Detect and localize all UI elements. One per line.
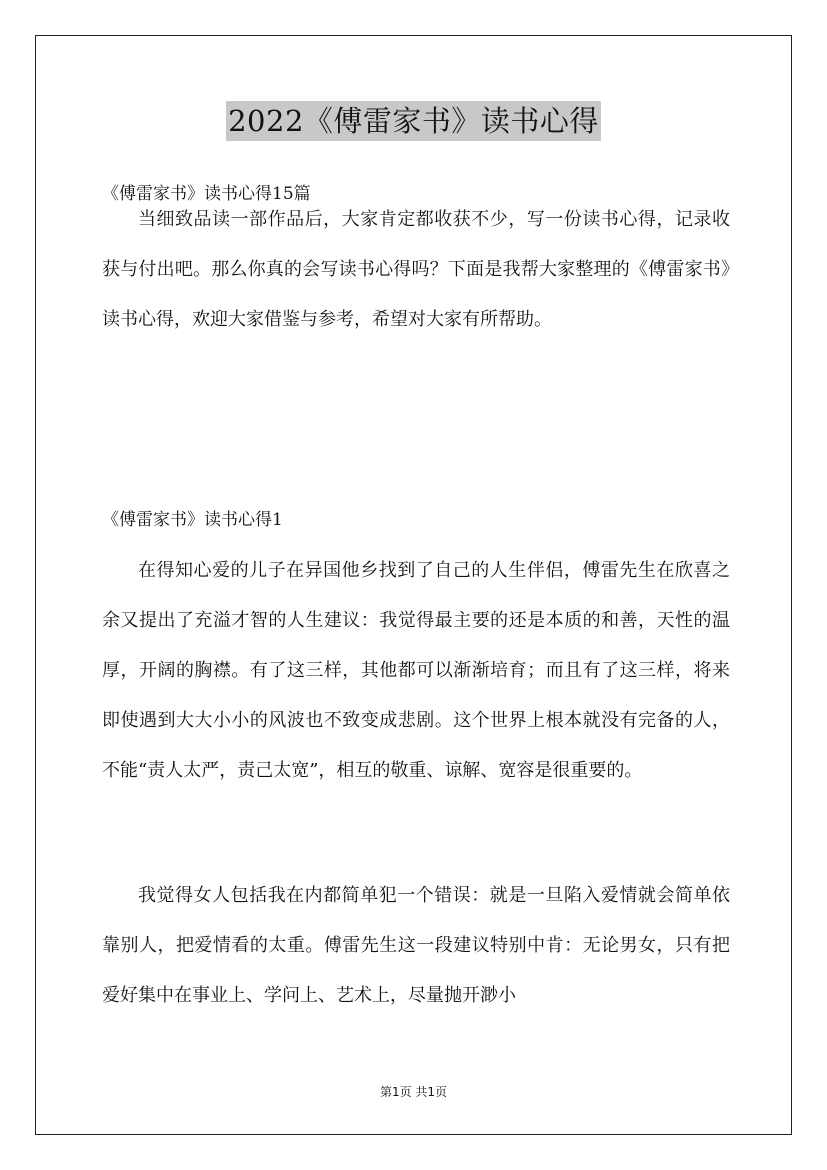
document-subtitle: 《傅雷家书》读书心得15篇 (102, 184, 311, 204)
document-title: 2022《傅雷家书》读书心得 (226, 101, 601, 141)
body-paragraph-2: 我觉得女人包括我在内都简单犯一个错误：就是一旦陷入爱情就会简单依靠别人，把爱情看的太重。傅雷先生这一段建议特别中肯：无论男女，只有把爱好集中在事业上、学问上、艺术上，尽量抛开渺小 (102, 885, 730, 1006)
title-container (0, 101, 827, 141)
page-footer: 第1页 共1页 (379, 1085, 448, 1099)
section-heading: 《傅雷家书》读书心得1 (102, 510, 283, 530)
body-paragraph-1: 在得知心爱的儿子在异国他乡找到了自己的人生伴侣，傅雷先生在欣喜之余又提出了充溢才智的人生建议：我觉得最主要的还是本质的和善，天性的温厚，开阔的胸襟。有了这三样，其他都可以渐渐培育；而且有了这三样，将来即使遇到大大小小的风波也不致变成悲剧。这个世界上根本就没有完备的人，不能“责人太严，责己太宽”，相互的敬重、谅解、宽容是很重要的。 (102, 560, 730, 781)
intro-paragraph: 当细致品读一部作品后，大家肯定都收获不少，写一份读书心得，记录收获与付出吧。那么你真的会写读书心得吗？下面是我帮大家整理的《傅雷家书》读书心得，欢迎大家借鉴与参考，希望对大家有所帮助。 (102, 209, 730, 330)
